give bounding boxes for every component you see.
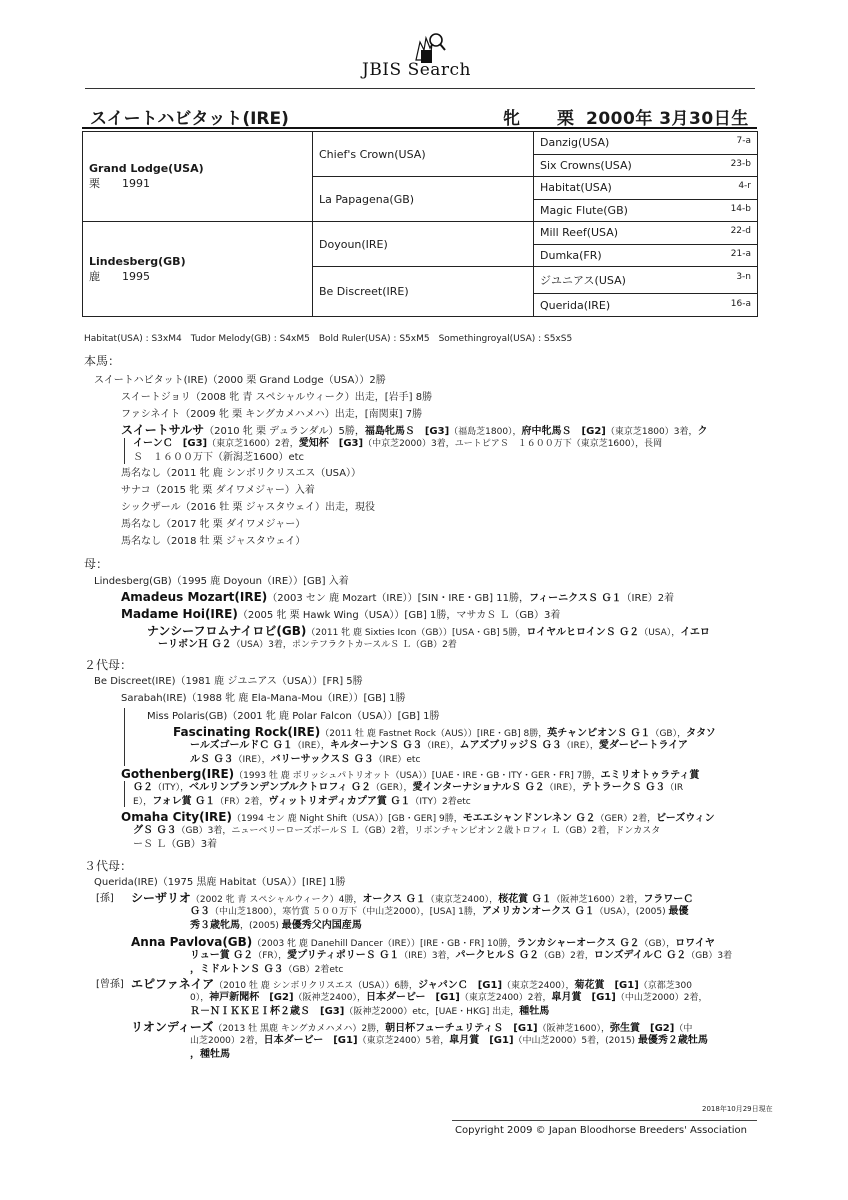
relative-record-cont — [190, 991, 707, 1005]
detail: （GB）2着， — [539, 951, 594, 961]
sire-sire-name: Chief's Crown(USA) — [313, 132, 534, 177]
stakes-horse-name: ナンシーフロムナイロビ(GB) — [147, 624, 307, 638]
detail: （FR）， — [253, 951, 288, 961]
detail: （阪神芝2000）etc，[UAE・HKG] 出走， — [344, 1007, 520, 1017]
detail: （IRE）3着， — [399, 951, 456, 961]
sibling-record-cont — [133, 795, 471, 809]
race-place: フォレ賞 Ｇ１ — [152, 796, 216, 807]
detail: （阪神芝2400）， — [293, 993, 366, 1003]
award: 秀３歳牝馬 — [190, 920, 240, 931]
family-number: 7-a — [736, 136, 751, 147]
stakes-horse-name: リオンディーズ — [131, 1020, 214, 1034]
race-place: ヴィットリオディカプア賞 Ｇ１ — [268, 796, 411, 807]
offspring-record: シックザール（2016 牡 栗 ジャスタウェイ）出走，現役 — [121, 502, 375, 513]
ancestor-name: Habitat(USA) — [540, 181, 612, 195]
race-win: ールズゴールドＣ Ｇ１ — [190, 740, 293, 751]
race-win: Ｇ３ — [190, 906, 210, 917]
horse-name: スイートハビタット(IRE) — [90, 109, 289, 129]
pedigree-cell — [534, 199, 758, 222]
section-honba: 本馬： — [84, 354, 121, 368]
pedigree-cell — [534, 132, 758, 155]
logo-text: JBIS Search — [362, 60, 472, 80]
detail: （1993 牡 鹿 ボリッシュパトリオット（USA））[UAE・IRE・GB・ITY・GER・FR] 7勝， — [234, 771, 601, 781]
relative-record-cont — [190, 1005, 549, 1019]
detail: （2011 牝 鹿 Sixties Icon（GB））[USA・GB] 5勝， — [306, 628, 527, 638]
detail: （阪神芝1600）， — [537, 1024, 611, 1034]
offspring-record-cont — [133, 437, 662, 451]
race-place: イエロ — [680, 627, 710, 638]
as-of-date: 2018年10月29日現在 — [702, 1105, 773, 1113]
bracket-bar — [124, 708, 125, 766]
race-win: 愛インターナショナルＳ Ｇ２ — [412, 782, 545, 793]
race-place: 皐月賞 [G1] — [551, 992, 616, 1003]
relative-record-cont — [190, 919, 362, 933]
detail: （1994 セン 鹿 Night Shift（USA））[GB・GER] 9勝， — [231, 814, 463, 824]
second-dam-record: Be Discreet(IRE)（1981 鹿 ジユニアス（USA））[FR] 5勝 — [94, 676, 363, 687]
sibling-record — [121, 607, 560, 623]
race-win: フラワーＣ — [643, 894, 694, 905]
detail: （IRE）， — [561, 741, 599, 751]
detail: （福島芝1800）， — [449, 427, 522, 437]
section-second-dam: ２代母： — [84, 658, 133, 672]
race-win: ロワイヤ — [675, 938, 715, 949]
sibling-record-cont — [133, 781, 683, 795]
pedigree-cell — [534, 244, 758, 267]
race-win: ジャパンＣ [G1] — [417, 980, 503, 991]
race-win: 府中牝馬Ｓ [G2] — [521, 426, 606, 437]
award: 最優秀２歳牡馬 — [637, 1035, 708, 1046]
detail: （京都芝300 — [638, 981, 692, 991]
detail: （IRE）， — [233, 755, 271, 765]
dam-sire-name: Doyoun(IRE) — [313, 222, 534, 267]
detail: （東京芝2400）， — [502, 981, 575, 991]
relative-record-cont — [190, 1048, 230, 1062]
family-number: 22-d — [730, 226, 751, 237]
pedigree-cell — [534, 177, 758, 200]
relative-record-cont — [190, 753, 420, 767]
heading-rule — [82, 127, 757, 129]
race-place: グＳ Ｇ３ — [133, 825, 177, 836]
race-place: ，ミドルトンＳ Ｇ３ — [190, 964, 284, 975]
race-place: イーンＣ [G3] — [133, 438, 208, 449]
detail: ，(2005) — [240, 921, 282, 931]
pedigree-cell — [534, 294, 758, 317]
race-place: パークヒルＳ Ｇ２ — [455, 950, 540, 961]
horse-record: スイートハビタット(IRE)（2000 栗 Grand Lodge（USA））2勝 — [94, 375, 386, 386]
sire-name: Grand Lodge(USA) — [89, 162, 204, 176]
sibling-record: Sarabah(IRE)（1988 牝 鹿 Ela-Mana-Mou（IRE））[GB] 1勝 — [121, 693, 406, 704]
sire-info: 栗 1991 — [89, 177, 150, 191]
third-dam-record: Querida(IRE)（1975 黒鹿 Habitat（USA））[IRE] 1勝 — [94, 877, 346, 888]
race-win: ムアズブリッジＳ Ｇ３ — [459, 740, 562, 751]
offspring-record: スイートジョリ（2008 牝 青 スペシャルウィーク）出走，[岩手] 8勝 — [121, 392, 433, 403]
detail: （2010 牝 栗 デュランダル）5勝， — [204, 426, 365, 437]
race-win: Ｇ２ — [133, 782, 153, 793]
race-place: モエエシャンドンレネン Ｇ２ — [462, 813, 596, 824]
copyright: Copyright 2009 © Japan Bloodhorse Breeders' Association — [455, 1125, 747, 1136]
ancestor-name: Dumka(FR) — [540, 248, 602, 262]
race-win: 弥生賞 [G2] — [610, 1023, 675, 1034]
detail: （東京芝1600）2着， — [207, 439, 299, 449]
race-win: テトラークＳ Ｇ３ — [581, 782, 666, 793]
stakes-horse-name: Anna Pavlova(GB) — [131, 935, 253, 949]
detail: （USA），(2005) — [594, 907, 669, 917]
dam-dam-name: Be Discreet(IRE) — [313, 267, 534, 317]
family-number: 21-a — [730, 248, 751, 259]
race-place: 皐月賞 [G1] — [449, 1035, 514, 1046]
race-win: リュー賞 Ｇ２ — [190, 950, 254, 961]
race-win: ロイヤルヒロインＳ Ｇ２ — [526, 627, 640, 638]
horse-jockey-icon — [410, 30, 450, 64]
relative-record-cont — [190, 963, 343, 977]
detail: （IRE）， — [422, 741, 460, 751]
footer-rule — [452, 1120, 757, 1121]
detail: E）， — [133, 797, 153, 807]
detail: （GB）3着 — [686, 951, 733, 961]
pedigree-cell — [534, 267, 758, 294]
offspring-record: ファシネイト（2009 牝 栗 キングカメハメハ）出走，[南関東] 7勝 — [121, 409, 423, 420]
detail: （東京芝1800）3着， — [605, 427, 698, 437]
detail: （2010 牡 鹿 シンボリクリスエス（USA））6勝， — [214, 981, 418, 991]
stakes-horse-name: Gothenberg(IRE) — [121, 767, 235, 781]
detail: （2002 牝 青 スペシャルウィーク）4勝， — [190, 895, 363, 905]
stakes-horse-name: Fascinating Rock(IRE) — [173, 725, 321, 739]
stakes-horse-name: スイートサルサ — [121, 423, 205, 437]
detail: （ITY）2着etc — [410, 797, 471, 807]
section-third-dam: ３代母： — [84, 859, 133, 873]
relative-record: Miss Polaris(GB)（2001 牝 鹿 Polar Falcon（USA））[GB] 1勝 — [147, 711, 440, 722]
detail: （IRE）etc — [373, 755, 421, 765]
detail: （GB）， — [639, 939, 676, 949]
relative-record-cont — [190, 949, 732, 963]
sibling-record-cont: ーＳ Ｌ（GB）3着 — [133, 839, 218, 850]
horse-sex-color: 牝 栗 — [503, 109, 584, 129]
race-place: 日本ダービー [G1] — [263, 1035, 358, 1046]
family-number: 14-b — [730, 203, 751, 214]
detail: （IRE）， — [292, 741, 330, 751]
dam-cell — [83, 222, 313, 317]
detail: （ITY）， — [153, 783, 190, 793]
detail: （GB）2着etc — [283, 965, 344, 975]
detail: （中山芝2000）5着，(2015) — [513, 1036, 638, 1046]
race-win: ベルリンブランデンブルクトロフィ Ｇ２ — [189, 782, 372, 793]
award: 種牡馬 — [519, 1006, 550, 1017]
sire-cell — [83, 132, 313, 222]
stakes-horse-name: Amadeus Mozart(IRE) — [121, 590, 268, 604]
ancestor-name: Six Crowns(USA) — [540, 158, 632, 172]
header-rule — [85, 88, 755, 89]
race-win: タタソ — [686, 728, 716, 739]
race-win: キルターナンＳ Ｇ３ — [329, 740, 423, 751]
detail: （東京芝2400）5着， — [357, 1036, 450, 1046]
race-place: ク — [697, 426, 708, 437]
award: 最優秀父内国産馬 — [281, 920, 362, 931]
detail: （2005 牝 栗 Hawk Wing（USA））[GB] 1勝，マサカＳ Ｌ（GB）3着 — [237, 610, 561, 621]
stakes-horse-name: Omaha City(IRE) — [121, 810, 232, 824]
race-win: Ｒ－ＮＩＫＫＥＩ杯２歳Ｓ [G3] — [190, 1006, 345, 1017]
race-win: エミリオトゥラティ賞 — [600, 770, 700, 781]
descendant-tag: [孫] — [96, 893, 114, 904]
jbis-logo — [362, 30, 492, 82]
award: ，種牡馬 — [190, 1049, 230, 1060]
race-win: ランカシャーオークス Ｇ２ — [516, 938, 640, 949]
relative-record-cont — [158, 638, 457, 652]
detail: （2011 牡 鹿 Fastnet Rock（AUS））[IRE・GB] 8勝， — [320, 729, 548, 739]
family-number: 4-r — [738, 181, 751, 192]
race-place: ビーズウィン — [656, 813, 715, 824]
stakes-horse-name: Madame Hoi(IRE) — [121, 607, 238, 621]
offspring-record: 馬名なし（2011 牝 鹿 シンボリクリスエス（USA）） — [121, 468, 362, 479]
sibling-record-cont — [133, 824, 660, 838]
sibling-record — [121, 590, 674, 606]
offspring-record: 馬名なし（2017 牝 栗 ダイワメジャー） — [121, 519, 306, 530]
ancestor-name: Querida(IRE) — [540, 298, 611, 312]
detail: 0）， — [190, 993, 210, 1003]
ancestor-name: Magic Flute(GB) — [540, 203, 628, 217]
race-place: ーリボンＨ Ｇ２ — [158, 639, 232, 650]
relative-record-cont — [190, 1034, 708, 1048]
ancestor-name: Danzig(USA) — [540, 136, 610, 150]
race-place: フィーニクスＳ Ｇ１ — [528, 593, 622, 604]
race-win: 神戸新聞杯 [G2] — [209, 992, 294, 1003]
ancestor-name: ジユニアス(USA) — [540, 274, 626, 288]
race-place: 愛知杯 [G3] — [298, 438, 364, 449]
family-number: 23-b — [730, 158, 751, 169]
relative-record-cont — [190, 739, 688, 753]
family-number: 3-n — [736, 272, 751, 283]
detail: （GER）2着， — [595, 814, 657, 824]
detail: （2003 セン 鹿 Mozart（IRE））[SIN・IRE・GB] 11勝， — [267, 593, 529, 604]
race-place: 愛プリティポリーＳ Ｇ１ — [287, 950, 400, 961]
offspring-record: 馬名なし（2018 牡 栗 ジャスタウェイ） — [121, 536, 306, 547]
race-place: ロンズデイルＣ Ｇ２ — [593, 950, 687, 961]
detail: （2013 牡 黒鹿 キングカメハメハ）2勝， — [213, 1024, 386, 1034]
detail: （GB）3着，ニューベリーローズボールＳ Ｌ（GB）2着，リボンチャンピオン２歳トロフィ Ｌ（GB）2着，ドンカスタ — [176, 826, 661, 836]
offspring-record-cont: Ｓ １６００万下（新潟芝1600）etc — [133, 452, 305, 463]
detail: （2003 牝 鹿 Danehill Dancer（IRE））[IRE・GB・FR] 10勝， — [252, 939, 517, 949]
detail: 山芝2000）2着， — [190, 1036, 264, 1046]
dam-name: Lindesberg(GB) — [89, 254, 186, 268]
section-dam: 母： — [84, 557, 109, 571]
detail: （FR）2着， — [215, 797, 269, 807]
family-number: 16-a — [730, 298, 751, 309]
detail: （IRE）， — [544, 783, 582, 793]
stakes-horse-name: エピファネイア — [131, 977, 215, 991]
detail: （IRE）2着 — [621, 593, 675, 604]
award: 最優 — [668, 906, 689, 917]
pedigree-cell — [534, 154, 758, 177]
sire-dam-name: La Papagena(GB) — [313, 177, 534, 222]
detail: （USA）3着，ポンテフラクトカースルＳ Ｌ（GB）2着 — [231, 640, 457, 650]
offspring-record: サナコ（2015 牝 栗 ダイワメジャー）入着 — [121, 485, 315, 496]
race-place: 桜花賞 Ｇ１ — [498, 894, 552, 905]
ancestor-name: Mill Reef(USA) — [540, 226, 619, 240]
race-win: 英チャンピオンＳ Ｇ１ — [547, 728, 651, 739]
pedigree-table — [82, 131, 758, 317]
race-win: アメリカンオークス Ｇ１ — [481, 906, 595, 917]
race-win: ルＳ Ｇ３ — [190, 754, 234, 765]
detail: （中山芝2000）2着， — [615, 993, 708, 1003]
race-win: 菊花賞 [G1] — [574, 980, 639, 991]
dam-info: 鹿 1995 — [89, 269, 150, 283]
detail: （阪神芝1600）2着， — [551, 895, 644, 905]
inbreeding-summary: Habitat(USA) : S3xM4 Tudor Melody(GB) : S4xM5 Bold Ruler(USA) : S5xM5 Somethingroyal(USA) : S5xS5 — [84, 334, 573, 344]
bracket-bar — [124, 781, 125, 807]
detail: （USA）， — [639, 628, 681, 638]
descendant-tag: [曾孫] — [96, 979, 124, 990]
detail: （GER）， — [371, 783, 413, 793]
detail: （中山芝1800），寒竹賞 ５００万下（中山芝2000），[USA] 1勝， — [210, 907, 482, 917]
race-win: オークス Ｇ１ — [362, 894, 426, 905]
detail: （GB）， — [650, 729, 687, 739]
stakes-horse-name: シーザリオ — [131, 891, 191, 905]
detail: （東京芝2400）2着， — [459, 993, 552, 1003]
detail: （東京芝2400）， — [425, 895, 499, 905]
detail: （中京芝2000）3着，ユートピアＳ １６００万下（東京芝1600），長岡 — [363, 439, 663, 449]
horse-birthdate: 2000年 3月30日生 — [586, 109, 749, 129]
race-win: 福島牝馬Ｓ [G3] — [364, 426, 450, 437]
detail: （中 — [674, 1024, 693, 1034]
race-win: 朝日杯フューチュリティＳ [G1] — [385, 1023, 538, 1034]
race-win: 愛ダービートライア — [598, 740, 688, 751]
bracket-bar — [124, 438, 125, 464]
detail: （IR — [665, 783, 684, 793]
relative-record-cont — [190, 905, 689, 919]
dam-record: Lindesberg(GB)（1995 鹿 Doyoun（IRE））[GB] 入着 — [94, 576, 349, 587]
race-place: 日本ダービー [G1] — [365, 992, 460, 1003]
pedigree-cell — [534, 222, 758, 245]
race-win: バリーサックスＳ Ｇ３ — [270, 754, 374, 765]
